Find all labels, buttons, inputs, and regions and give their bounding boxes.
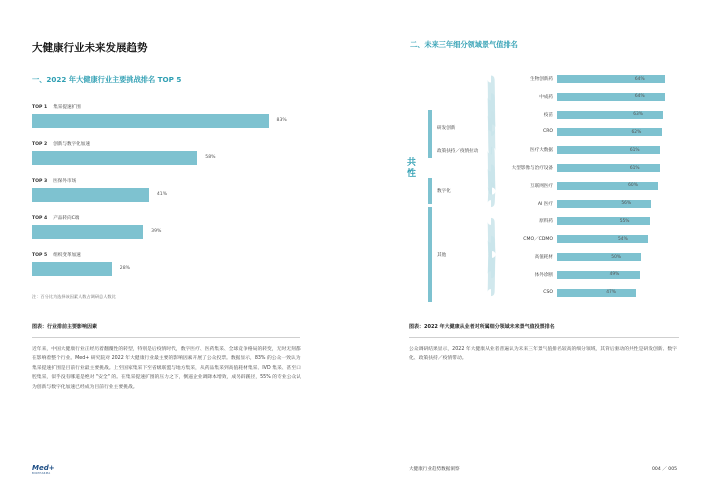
group-label: 其他 (437, 252, 447, 258)
rank-text: TOP 4 (32, 216, 48, 221)
group-band (428, 207, 432, 302)
sankey-flow (491, 191, 492, 204)
sector-label: 体外诊断 (534, 272, 553, 278)
sector-bar (557, 182, 658, 190)
group-label: 研发创新 (437, 126, 456, 131)
section-title-challenges: 一、2022 年大健康行业主要挑战排名 TOP 5 (32, 75, 182, 84)
left-caption: 图表：行业排前主要影响因素 (32, 324, 98, 330)
challenge-value-label: 39% (151, 229, 162, 234)
page-number: 004 ／ 005 (652, 467, 678, 472)
right-caption: 图表：2022 年大健康从业者对所属细分领域未来景气值投票排名 (409, 324, 555, 330)
sector-label: 互联网医疗 (530, 183, 553, 189)
sankey-flow (491, 128, 492, 132)
sector-bar (557, 111, 663, 119)
sector-value-label: 64% (634, 94, 645, 100)
logo-text: Med+ (32, 464, 55, 472)
sector-bar (557, 75, 665, 83)
challenge-value-label: 83% (276, 118, 287, 123)
challenge-label (32, 252, 81, 258)
rank-text: TOP 5 (32, 253, 48, 258)
sector-bar (557, 200, 651, 208)
brand-logo (32, 464, 55, 475)
sector-label: 高值耗材 (534, 255, 553, 260)
sector-value-label: 61% (629, 147, 640, 153)
sankey-flow (491, 255, 492, 293)
chart-note: 注：百分比为选择该因素人数占调研总人数比 (32, 294, 116, 299)
challenge-value-label: 58% (205, 155, 216, 160)
category-text: 创新与数字化加速 (53, 142, 90, 147)
category-text: 集采提速扩围 (53, 105, 81, 110)
sector-bar (557, 253, 641, 261)
sector-bar (557, 93, 665, 101)
sector-bar (557, 164, 660, 172)
rank-text: TOP 3 (32, 179, 48, 184)
sector-bar (557, 271, 640, 279)
sector-label: CMO／CDMO (523, 237, 553, 243)
right-paragraph: 公众调研结果显示，2022 年大健康从业者普遍认为未来三年景气值排名较高的细分领域，其背后驱动的共性是研发创新、数字化、政策扶持／疫情带动。 (409, 347, 677, 362)
sector-value-label: 60% (628, 183, 638, 189)
logo-subtext: BIOPHARMA (32, 472, 51, 475)
rank-text: TOP 2 (32, 142, 48, 147)
challenge-label (32, 141, 90, 147)
category-text: 医保外市场 (53, 179, 77, 184)
challenge-value-label: 41% (156, 192, 168, 197)
sector-value-label: 64% (634, 76, 645, 82)
challenge-bar (32, 114, 269, 128)
sector-label: CSO (543, 289, 553, 295)
category-text: 产品转向C端 (53, 216, 80, 221)
challenge-bar (32, 225, 143, 239)
left-paragraph: 近年来，中国大健康行业正经历着翻覆性的转型，特别是后疫情时代，数字医疗、医药集采、全球竞争格局的转变，无时无刻都在影响着整个行业。Med+ 研究院对 2022 年大健康行业最主要的影响因素开展了公众投票。数据显示，83% 的公众一致认为集采提速扩围是目前行业最主要挑战。上至国家集采下至省级联盟与地方集采，从药品集采到高值耗材集采、IVD 集采、甚至口腔集采，似乎没有哪道是绝对 "安全" 的。在集采提速扩围的压力之下，倒逼企业调降本增效，成另辟蹊径，55% 的专业公众认为创新与数字化加速已经成为目前行业主要挑战。 (32, 347, 302, 390)
sector-value-label: 62% (631, 129, 642, 135)
sector-bar (557, 128, 662, 136)
group-band (428, 144, 432, 158)
group-label: 数字化 (437, 189, 451, 194)
sector-label: 中成药 (539, 94, 553, 100)
group-label: 政策扶持／疫情拉动 (437, 149, 479, 154)
sector-value-label: 47% (606, 290, 616, 296)
challenge-value-label: 28% (119, 266, 131, 271)
sector-value-label: 56% (621, 201, 632, 207)
challenge-bar (32, 262, 112, 276)
group-band (428, 110, 432, 146)
sector-bar (557, 146, 660, 154)
divider-right (409, 337, 679, 338)
sector-label: 大型影像与治疗设备 (511, 166, 553, 171)
sector-bar (557, 235, 648, 243)
sector-label: 医疗大数据 (530, 148, 553, 154)
challenge-bar (32, 151, 197, 165)
sector-label: 疫苗 (543, 112, 553, 118)
section-title-sectors: 二、未来三年细分领域景气值排名 (410, 40, 518, 49)
rank-text: TOP 1 (32, 105, 48, 110)
sector-bar (557, 217, 650, 225)
sector-value-label: 55% (619, 218, 630, 224)
common-label: 共性 (407, 158, 417, 179)
sector-label: AI 医疗 (537, 201, 553, 207)
page-title: 大健康行业未来发展趋势 (32, 42, 148, 54)
sector-value-label: 50% (611, 254, 622, 260)
challenge-label (32, 215, 79, 221)
sector-label: 生物创新药 (530, 77, 553, 82)
group-band (428, 178, 432, 204)
sector-bar (557, 289, 636, 297)
divider (32, 337, 300, 338)
challenge-label (32, 178, 76, 184)
sector-value-label: 63% (633, 112, 643, 118)
sector-value-label: 61% (629, 165, 640, 171)
footer-doc-title: 大健康行业趋势数据洞察 (409, 467, 460, 472)
sector-label: 原料药 (539, 219, 553, 225)
sector-value-label: 54% (618, 236, 628, 242)
sector-value-label: 49% (609, 272, 620, 278)
challenge-bar (32, 188, 149, 202)
sector-label: CRO (542, 129, 553, 135)
challenge-label (32, 104, 81, 110)
category-text: 组织变革加速 (53, 253, 81, 258)
